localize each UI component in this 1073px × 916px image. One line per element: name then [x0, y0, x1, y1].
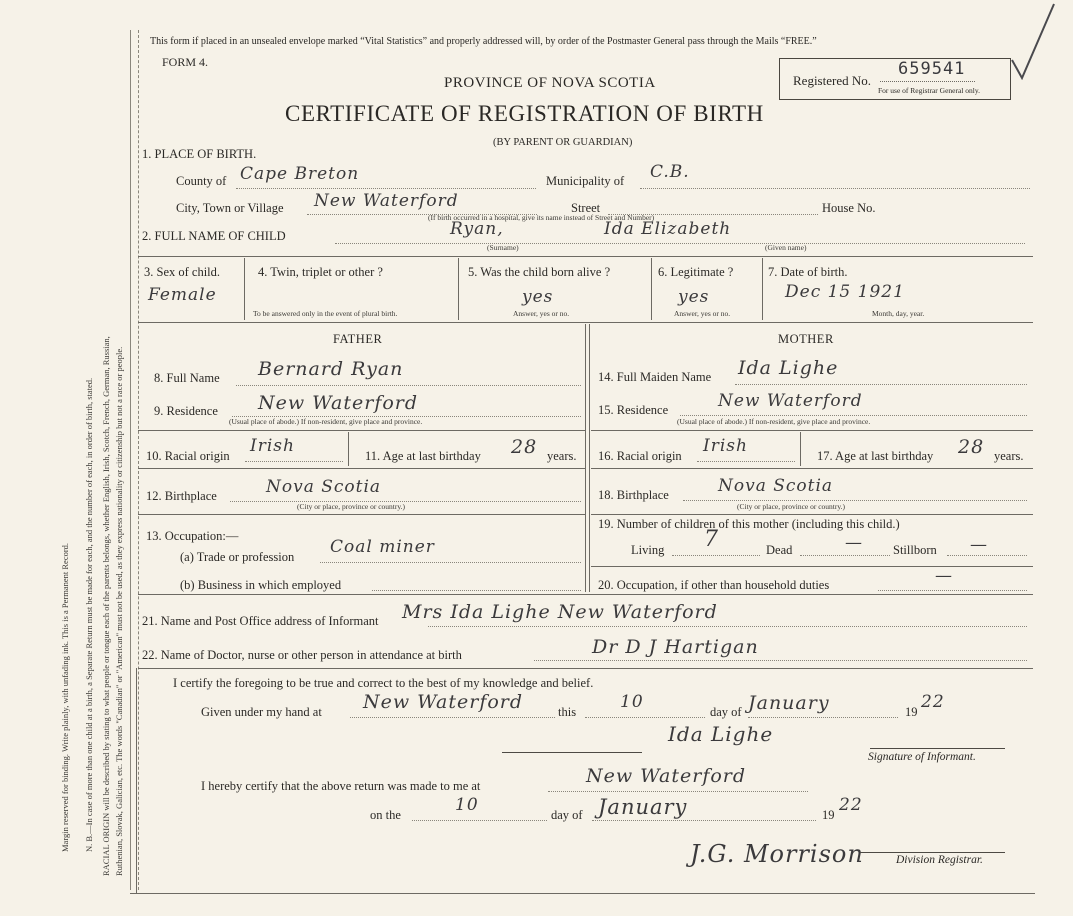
- col-divider-3: [651, 258, 652, 320]
- mother-birthplace-value: Nova Scotia: [718, 476, 834, 496]
- county-line: [236, 188, 536, 189]
- mother-residence-label: 15. Residence: [598, 403, 669, 417]
- child-name-label: 2. FULL NAME OF CHILD: [142, 229, 286, 243]
- mother-dead-label: Dead: [766, 543, 793, 557]
- mother-racial-line: [697, 461, 795, 462]
- col-divider-2: [458, 258, 459, 320]
- father-divider-2: [138, 468, 585, 469]
- child-surname-value: Ryan,: [450, 219, 504, 239]
- informant-value: Mrs Ida Lighe New Waterford: [402, 601, 718, 623]
- mother-living-label: Living: [631, 543, 665, 557]
- certify-left-border: [136, 668, 137, 894]
- mother-occupation-value: —: [935, 566, 953, 586]
- father-business-line: [372, 590, 581, 591]
- father-age-label: 11. Age at last birthday: [365, 449, 481, 463]
- registrar-day-line: [412, 820, 547, 821]
- day-of-label: day of: [710, 705, 742, 719]
- father-business-label: (b) Business in which employed: [180, 578, 342, 592]
- father-occupation-label: 13. Occupation:—: [146, 529, 239, 543]
- informant-certify-text: I certify the foregoing to be true and correct to the best of my knowledge and belief.: [173, 676, 594, 690]
- mother-divider-1: [591, 430, 1033, 431]
- county-label: County of: [176, 174, 227, 188]
- registrar-place-value: New Waterford: [586, 765, 747, 787]
- city-label: City, Town or Village: [176, 201, 284, 215]
- city-value: New Waterford: [314, 191, 459, 211]
- place-of-birth-label: 1. PLACE OF BIRTH.: [142, 147, 257, 161]
- margin-rule-dashed: [138, 30, 139, 890]
- mother-heading: MOTHER: [778, 332, 834, 346]
- margin-note-2: N. B.—In case of more than one child at a birth, a Separate Return must be made for each, and the number of each, in order of birth, stated.: [84, 377, 94, 852]
- mother-divider-3: [591, 514, 1033, 515]
- hospital-note: (If birth occurred in a hospital, give its name instead of Street and Number): [428, 213, 655, 222]
- registrar-month-line: [592, 820, 816, 821]
- mother-years-label: years.: [994, 449, 1024, 463]
- this-label: this: [558, 705, 577, 719]
- given-month-line: [748, 717, 898, 718]
- father-name-label: 8. Full Name: [154, 371, 220, 385]
- legitimate-label: 6. Legitimate ?: [658, 265, 734, 279]
- father-racial-value: Irish: [250, 436, 295, 456]
- father-name-value: Bernard Ryan: [258, 358, 404, 380]
- mother-birthplace-line: [683, 500, 1027, 501]
- parents-divider-left: [585, 324, 586, 592]
- mother-racial-value: Irish: [703, 436, 748, 456]
- mother-residence-value: New Waterford: [718, 391, 863, 411]
- mother-stillborn-label: Stillborn: [893, 543, 937, 557]
- province-title: PROVINCE OF NOVA SCOTIA: [444, 75, 656, 91]
- margin-note-4: Ruthenian, Slovak, Galician, etc. The words "Canadian" or "American" must not be used, as they express nationality or citizenship but not a race or people.: [114, 346, 124, 876]
- mother-name-value: Ida Lighe: [738, 357, 839, 379]
- born-alive-value: yes: [522, 287, 554, 307]
- father-residence-note: (Usual place of abode.) If non-resident, give place and province.: [229, 417, 423, 426]
- registrar-signature-line: [860, 852, 1005, 853]
- father-divider-1: [138, 430, 585, 431]
- given-name-note: (Given name): [765, 243, 807, 252]
- child-given-name-value: Ida Elizabeth: [604, 219, 732, 239]
- doctor-label: 22. Name of Doctor, nurse or other person in attendance at birth: [142, 648, 462, 662]
- margin-note-3: RACIAL ORIGIN will be described by stating to what people or tongue each of the parents belongs, whether English, Irish, Scotch, French, German, Russian,: [101, 336, 111, 876]
- mother-name-line: [735, 384, 1027, 385]
- street-label: Street: [571, 201, 601, 215]
- mother-divider-2: [591, 468, 1033, 469]
- mother-stillborn-line: [947, 555, 1027, 556]
- informant-label: 21. Name and Post Office address of Informant: [142, 614, 379, 628]
- form-number: FORM 4.: [162, 55, 209, 69]
- registrar-day-of-label: day of: [551, 808, 583, 822]
- col-divider-4: [762, 258, 763, 320]
- child-name-line: [335, 243, 1025, 244]
- father-divider-3: [138, 514, 585, 515]
- father-trade-label: (a) Trade or profession: [180, 550, 295, 564]
- dob-value: Dec 15 1921: [785, 282, 905, 302]
- sex-label: 3. Sex of child.: [144, 265, 221, 279]
- given-place-value: New Waterford: [363, 691, 524, 713]
- registered-number-line: [880, 81, 975, 82]
- father-trade-line: [320, 562, 581, 563]
- row-divider-parents: [138, 322, 1033, 323]
- mother-divider-4: [591, 566, 1033, 567]
- doctor-line: [534, 660, 1027, 661]
- sex-value: Female: [148, 285, 217, 305]
- mother-dead-line: [800, 555, 890, 556]
- registrar-certify-text: I hereby certify that the above return was made to me at: [201, 779, 481, 793]
- mother-age-label: 17. Age at last birthday: [817, 449, 934, 463]
- registrar-signature-value: J.G. Morrison: [690, 840, 864, 868]
- mother-age-value: 28: [958, 436, 985, 458]
- father-birthplace-label: 12. Birthplace: [146, 489, 217, 503]
- margin-rule: [130, 30, 131, 890]
- father-racial-label: 10. Racial origin: [146, 449, 230, 463]
- registered-note: For use of Registrar General only.: [878, 86, 980, 95]
- informant-signature-label: Signature of Informant.: [868, 751, 976, 763]
- dob-note: Month, day, year.: [872, 309, 925, 318]
- given-day-value: 10: [620, 692, 644, 712]
- row-divider-top: [138, 256, 1033, 257]
- mother-birthplace-label: 18. Birthplace: [598, 488, 669, 502]
- registered-number: 659541: [898, 59, 966, 79]
- surname-note: (Surname): [487, 243, 519, 252]
- blank-signature-line: [502, 752, 642, 753]
- bottom-rule: [130, 893, 1035, 894]
- born-alive-note: Answer, yes or no.: [513, 309, 570, 318]
- given-year-prefix: 19: [905, 705, 918, 719]
- father-birthplace-note: (City or place, province or country.): [297, 502, 406, 511]
- father-heading: FATHER: [333, 332, 383, 346]
- given-place-line: [350, 717, 555, 718]
- municipality-line: [640, 188, 1030, 189]
- father-birthplace-line: [230, 501, 581, 502]
- mother-living-value: 7: [704, 527, 719, 552]
- margin-note-1: Margin reserved for binding. Write plainly, with unfading ink. This is a Permanent Record.: [60, 542, 70, 852]
- born-alive-label: 5. Was the child born alive ?: [468, 265, 611, 279]
- registered-label: Registered No.: [793, 73, 871, 88]
- father-name-line: [236, 385, 581, 386]
- mother-dead-value: —: [845, 533, 863, 553]
- informant-signature-value: Ida Lighe: [668, 722, 774, 746]
- father-residence-value: New Waterford: [258, 392, 419, 414]
- mother-residence-line: [680, 415, 1027, 416]
- father-years-label: years.: [547, 449, 577, 463]
- registered-box: [779, 58, 1011, 100]
- certificate-title: CERTIFICATE OF REGISTRATION OF BIRTH: [285, 101, 764, 126]
- registrar-signature-label: Division Registrar.: [896, 854, 983, 866]
- mother-name-label: 14. Full Maiden Name: [598, 370, 712, 384]
- twin-note: To be answered only in the event of plural birth.: [253, 309, 398, 318]
- mother-stillborn-value: —: [970, 535, 988, 555]
- father-racial-line: [245, 461, 343, 462]
- doctor-value: Dr D J Hartigan: [592, 636, 759, 658]
- father-birthplace-value: Nova Scotia: [266, 477, 382, 497]
- mother-occupation-line: [878, 590, 1027, 591]
- on-the-label: on the: [370, 808, 401, 822]
- informant-signature-line: [870, 748, 1005, 749]
- twin-label: 4. Twin, triplet or other ?: [258, 265, 383, 279]
- mother-racial-label: 16. Racial origin: [598, 449, 682, 463]
- certificate-subtitle: (BY PARENT OR GUARDIAN): [493, 137, 633, 148]
- check-mark-icon: [1008, 0, 1058, 80]
- mother-occupation-label: 20. Occupation, if other than household duties: [598, 578, 830, 592]
- informant-line: [428, 626, 1027, 627]
- given-under-hand-label: Given under my hand at: [201, 705, 322, 719]
- mother-birthplace-note: (City or place, province or country.): [737, 502, 846, 511]
- legitimate-value: yes: [678, 287, 710, 307]
- mother-children-label: 19. Number of children of this mother (including this child.): [598, 517, 900, 531]
- row-divider-certify: [138, 668, 1033, 669]
- mother-age-divider: [800, 432, 801, 466]
- given-year-value: 22: [921, 692, 945, 712]
- given-day-line: [585, 717, 705, 718]
- registrar-place-line: [548, 791, 808, 792]
- house-number-label: House No.: [822, 201, 876, 215]
- municipality-value: C.B.: [650, 162, 690, 182]
- given-month-value: January: [748, 692, 830, 714]
- legitimate-note: Answer, yes or no.: [674, 309, 731, 318]
- father-trade-value: Coal miner: [330, 537, 435, 557]
- parents-divider-right: [589, 324, 590, 592]
- municipality-label: Municipality of: [546, 174, 625, 188]
- registrar-year-value: 22: [839, 795, 863, 815]
- county-value: Cape Breton: [240, 164, 360, 184]
- registrar-day-value: 10: [455, 795, 479, 815]
- registrar-month-value: January: [598, 795, 688, 819]
- dob-label: 7. Date of birth.: [768, 265, 848, 279]
- father-residence-label: 9. Residence: [154, 404, 218, 418]
- father-age-value: 28: [511, 436, 538, 458]
- mother-living-line: [672, 555, 760, 556]
- row-divider-informant: [138, 594, 1033, 595]
- father-age-divider: [348, 432, 349, 466]
- mother-residence-note: (Usual place of abode.) If non-resident, give place and province.: [677, 417, 871, 426]
- col-divider-1: [244, 258, 245, 320]
- mail-notice: This form if placed in an unsealed envelope marked “Vital Statistics” and properly addressed will, by order of the Postmaster General pass through the Mails “FREE.”: [150, 36, 817, 47]
- registrar-year-prefix: 19: [822, 808, 835, 822]
